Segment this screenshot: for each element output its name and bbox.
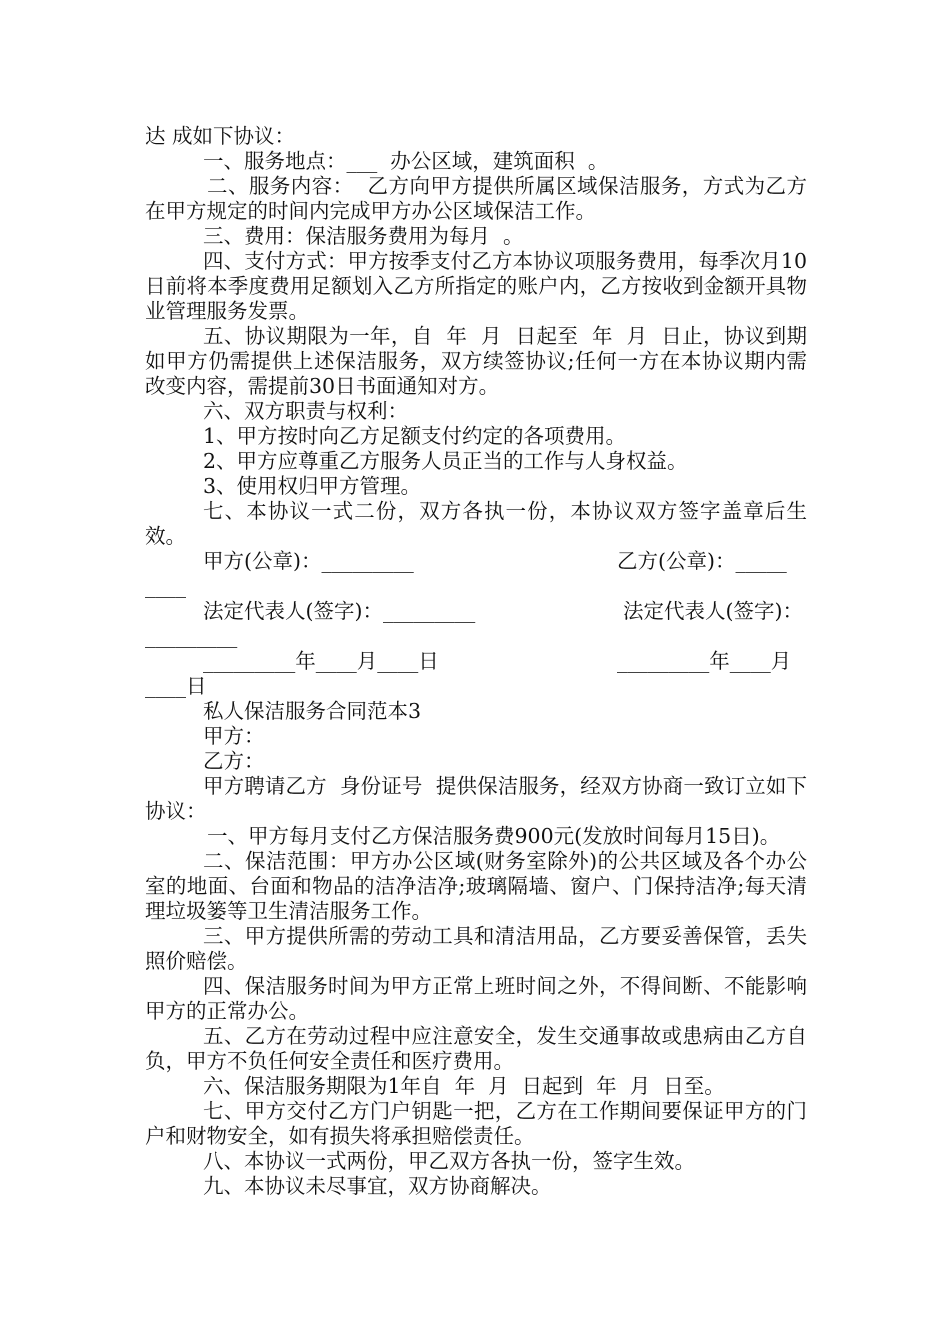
party-a-label: 甲方： — [203, 724, 265, 748]
paragraph-intro: 达 成如下协议： — [145, 124, 296, 148]
party-a-date-line: _________年____月____日 — [203, 649, 439, 673]
clause-copies-2: 八、本协议一式两份，甲乙双方各执一份，签字生效。 — [203, 1149, 695, 1173]
clause-copies: 七、本协议一式二份，双方各执一份，本协议双方签字盖章后生效。 — [145, 499, 807, 548]
clause-keys: 七、甲方交付乙方门户钥匙一把，乙方在工作期间要保证甲方的门户和财物安全，如有损失将承担赔偿责任。 — [145, 1099, 807, 1148]
clause-service-content: 二、服务内容： 乙方向甲方提供所属区域保洁服务，方式为乙方在甲方规定的时间内完成甲方办公区域保洁工作。 — [145, 174, 807, 223]
party-a-seal-line: 甲方(公章)：_________ — [203, 549, 414, 573]
clause-service-location: 一、服务地点：___ 办公区域，建筑面积 。 — [203, 149, 609, 173]
signature-row-seal — [145, 549, 807, 574]
clause-duties-heading: 六、双方职责与权利： — [203, 399, 408, 423]
clause-term: 五、协议期限为一年，自 年 月 日起至 年 月 日止，协议到期如甲方仍需提供上述保洁服务，双方续签协议;任何一方在本协议期内需改变内容，需提前30日书面通知对方。 — [145, 324, 807, 398]
clause-unresolved-matters: 九、本协议未尽事宜，双方协商解决。 — [203, 1174, 552, 1198]
party-a-representative-line: 法定代表人(签字)：_________ — [203, 599, 476, 623]
clause-safety: 五、乙方在劳动过程中应注意安全，发生交通事故或患病由乙方自负，甲方不负任何安全责任和医疗费用。 — [145, 1024, 807, 1073]
section-title: 私人保洁服务合同范本3 — [203, 699, 422, 723]
contract-body — [145, 124, 807, 1199]
signature-row-representative — [145, 599, 807, 624]
party-b-date-line-continued: ____日 — [145, 674, 207, 698]
clause-tools: 三、甲方提供所需的劳动工具和清洁用品，乙方要妥善保管，丢失照价赔偿。 — [145, 924, 807, 973]
signature-row-seal-continued — [145, 574, 807, 599]
agreement-intro: 甲方聘请乙方 身份证号 提供保洁服务，经双方协商一致订立如下协议： — [145, 774, 807, 823]
signature-row-date-continued — [145, 674, 807, 699]
duty-item-2: 2、甲方应尊重乙方服务人员正当的工作与人身权益。 — [203, 449, 688, 473]
clause-service-period: 六、保洁服务期限为1年自 年 月 日起到 年 月 日至。 — [203, 1074, 725, 1098]
clause-payment: 四、支付方式：甲方按季支付乙方本协议项服务费用，每季次月10日前将本季度费用足额划入乙方所指定的账户内，乙方按收到金额开具物业管理服务发票。 — [145, 249, 807, 323]
clause-cleaning-scope: 二、保洁范围：甲方办公区域(财务室除外)的公共区域及各个办公室的地面、台面和物品的洁净洁净;玻璃隔墙、窗户、门保持洁净;每天清理垃圾篓等卫生清洁服务工作。 — [145, 849, 807, 923]
party-b-representative-line: 法定代表人(签字)： — [623, 599, 803, 623]
party-b-label: 乙方： — [203, 749, 265, 773]
signature-row-representative-continued — [145, 624, 807, 649]
signature-row-date — [145, 649, 807, 674]
party-b-seal-line-continued: ____ — [145, 574, 186, 598]
duty-item-3: 3、使用权归甲方管理。 — [203, 474, 422, 498]
clause-fee: 三、费用：保洁服务费用为每月 。 — [203, 224, 524, 248]
party-b-date-line: _________年____月 — [617, 649, 792, 673]
duty-item-1: 1、甲方按时向乙方足额支付约定的各项费用。 — [203, 424, 627, 448]
clause-monthly-fee: 一、甲方每月支付乙方保洁服务费900元(发放时间每月15日)。 — [207, 824, 781, 848]
clause-service-time: 四、保洁服务时间为甲方正常上班时间之外，不得间断、不能影响甲方的正常办公。 — [145, 974, 807, 1023]
party-b-representative-line-continued: _________ — [145, 624, 238, 648]
party-b-seal-line: 乙方(公章)：_____ — [617, 549, 787, 573]
